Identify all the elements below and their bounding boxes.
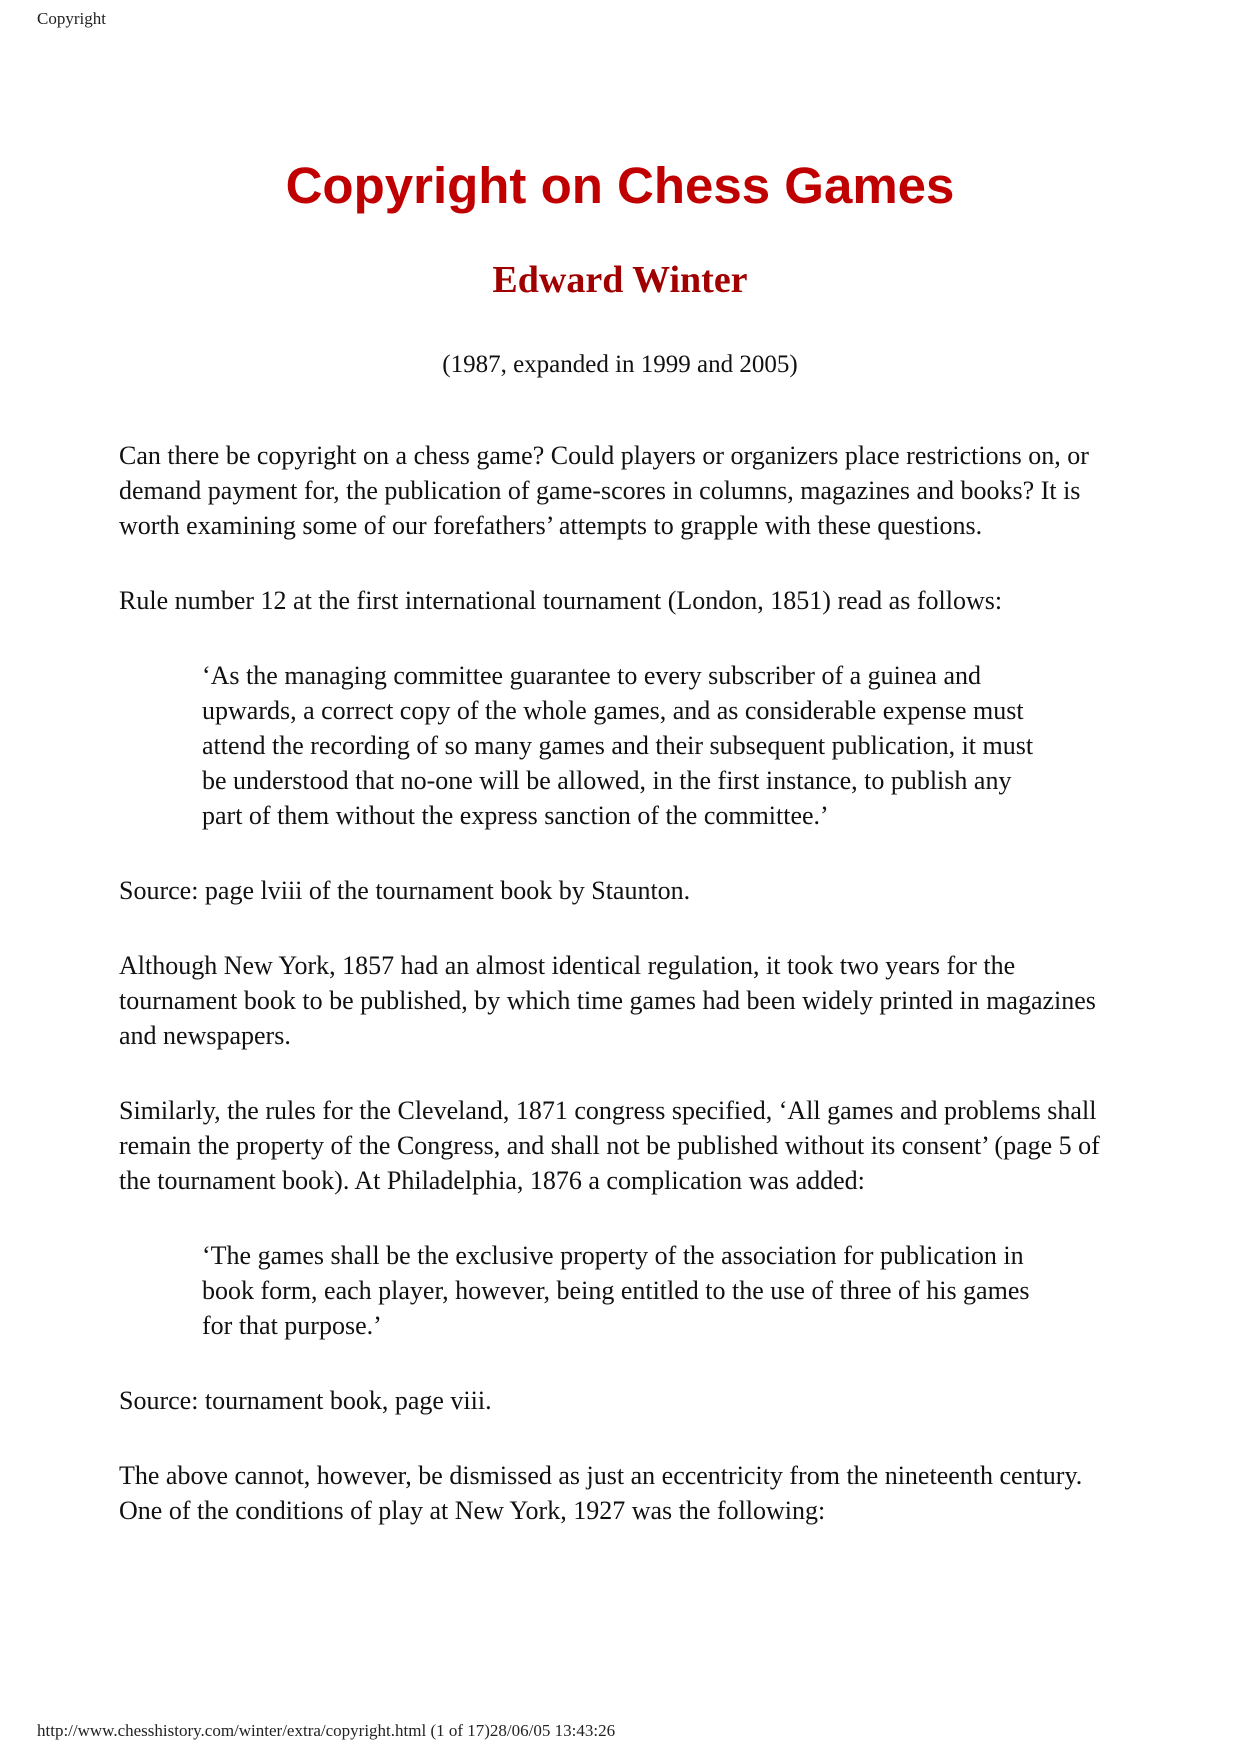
blockquote-philadelphia-1876: ‘The games shall be the exclusive property of the association for publication in book form, each player, however, being entitled to the use of three of his games for that purpose.’ [202, 1241, 1030, 1340]
paragraph-new-york-1857: Although New York, 1857 had an almost identical regulation, it took two years for the tournament book to be published, by which time games had been widely printed in magazines and newspapers. [119, 951, 1096, 1050]
blockquote-london-1851: ‘As the managing committee guarantee to every subscriber of a guinea and upwards, a correct copy of the whole games, and as considerable expense must attend the recording of so many games and their subsequent publication, it must be understood that no-one will be allowed, in the first instance, to publish any part of them without the express sanction of the committee.’ [202, 661, 1034, 830]
article-title: Copyright on Chess Games [285, 157, 955, 214]
article-body [119, 438, 1129, 1568]
article-dateline: (1987, expanded in 1999 and 2005) [442, 351, 798, 378]
author-name: Edward Winter [492, 259, 748, 301]
source-tournament-book: Source: tournament book, page viii. [119, 1386, 492, 1415]
source-staunton: Source: page lviii of the tournament book by Staunton. [119, 876, 691, 905]
paragraph-new-york-1927: The above cannot, however, be dismissed as just an eccentricity from the nineteenth century. One of the conditions of play at New York, 1927 was the following: [119, 1461, 1083, 1525]
paragraph-cleveland-1871: Similarly, the rules for the Cleveland, 1871 congress specified, ‘All games and problems shall remain the property of the Congress, and shall not be published without its consent’ (page 5 of the tournament book). At Philadelphia, 1876 a complication was added: [119, 1096, 1100, 1195]
paragraph-intro: Can there be copyright on a chess game? Could players or organizers place restrictions on, or demand payment for, the publication of game-scores in columns, magazines and books? It is worth examining some of our forefathers’ attempts to grapple with these questions. [119, 441, 1089, 540]
paragraph-rule-12: Rule number 12 at the first international tournament (London, 1851) read as follows: [119, 586, 1003, 615]
footer-url-line: http://www.chesshistory.com/winter/extra/copyright.html (1 of 17)28/06/05 13:43:26 [37, 1721, 616, 1740]
running-header: Copyright [37, 9, 106, 28]
